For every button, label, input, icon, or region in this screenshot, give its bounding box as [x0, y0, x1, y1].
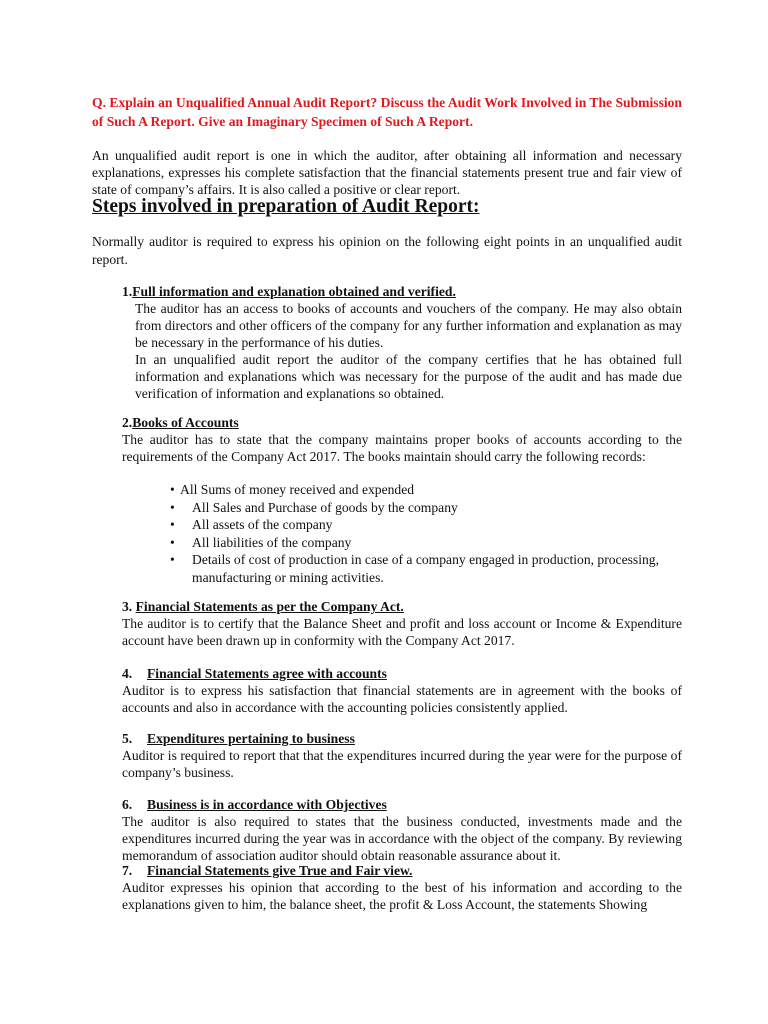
point-2-title-row	[122, 414, 682, 431]
bullet-icon: •	[170, 499, 175, 515]
question-heading: Q. Explain an Unqualified Annual Audit Report? Discuss the Audit Work Involved in The Submission of Such A Report. Give an Imaginary Specimen of Such A Report.	[92, 95, 682, 129]
list-item: • Details of cost of production in case of a company engaged in production, processing, manufacturing or mining activities.	[170, 552, 659, 585]
point-2-title: Books of Accounts	[132, 415, 239, 430]
point-4-body: Auditor is to express his satisfaction that financial statements are in agreement with the books of accounts and also in accordance with the accounting policies consistently applied.	[122, 683, 682, 715]
point-6-title-row	[122, 796, 682, 813]
point-1-number: 1.	[122, 284, 133, 299]
point-3-title: Financial Statements as per the Company Act.	[135, 599, 404, 614]
point-3-title-row	[122, 598, 682, 615]
point-1	[122, 283, 682, 402]
point-4	[122, 665, 682, 716]
point-2-number: 2.	[122, 415, 133, 430]
bullet-icon: •	[170, 534, 175, 550]
point-3	[122, 598, 682, 649]
list-item: • All liabilities of the company	[170, 534, 352, 550]
point-1-title-row	[122, 283, 682, 300]
lead-paragraph: Normally auditor is required to express his opinion on the following eight points in an unqualified audit report.	[92, 234, 682, 267]
list-item: • All Sums of money received and expended	[170, 482, 415, 497]
bullet-icon: •	[170, 517, 175, 532]
point-5	[122, 730, 682, 781]
bullet-icon: •	[170, 552, 175, 567]
point-7	[122, 862, 682, 913]
point-4-title: Financial Statements agree with accounts	[147, 666, 387, 681]
intro-paragraph: An unqualified audit report is one in which the auditor, after obtaining all information and necessary explanations, expresses his complete satisfaction that the financial statements present true and fair view of state of company’s affairs. It is also called a positive or clear report.	[92, 148, 682, 197]
point-5-number: 5.	[122, 731, 133, 746]
records-list	[166, 481, 682, 586]
point-5-title-row	[122, 730, 682, 747]
point-1-body-2: In an unqualified audit report the auditor of the company certifies that he has obtained full information and explanations which was necessary for the purpose of the audit and has made due verification of information and explanations so obtained.	[135, 352, 682, 401]
list-item: • All assets of the company	[170, 517, 333, 532]
point-1-title: Full information and explanation obtained and verified.	[132, 284, 456, 299]
point-3-number: 3.	[122, 599, 133, 614]
point-6	[122, 796, 682, 864]
point-7-number: 7.	[122, 863, 133, 878]
point-6-title: Business is in accordance with Objectives	[147, 797, 387, 812]
point-5-body: Auditor is required to report that that the expenditures incurred during the year were for the purpose of company’s business.	[122, 748, 682, 780]
point-2	[122, 414, 682, 465]
point-1-body: The auditor has an access to books of accounts and vouchers of the company. He may also obtain from directors and other officers of the company for any further information and explanation as may be necessary in the performance of his duties.	[135, 301, 682, 350]
point-7-title-row	[122, 862, 682, 879]
point-7-title: Financial Statements give True and Fair view.	[147, 863, 413, 878]
point-3-body: The auditor is to certify that the Balance Sheet and profit and loss account or Income & Expenditure account have been drawn up in conformity with the Company Act 2017.	[122, 616, 682, 648]
point-6-number: 6.	[122, 797, 133, 812]
point-6-body: The auditor is also required to states that the business conducted, investments made and the expenditures incurred during the year was in accordance with the object of the company. By reviewing memorandum of association auditor should obtain reasonable assurance about it.	[122, 814, 682, 863]
section-heading: Steps involved in preparation of Audit Report:	[92, 196, 480, 217]
list-item: • All Sales and Purchase of goods by the company	[170, 499, 458, 515]
point-5-title: Expenditures pertaining to business	[147, 731, 355, 746]
point-4-number: 4.	[122, 666, 133, 681]
point-7-body: Auditor expresses his opinion that according to the best of his information and according to the explanations given to him, the balance sheet, the profit & Loss Account, the statements Showing	[122, 880, 682, 912]
bullet-icon: •	[170, 482, 175, 497]
point-4-title-row	[122, 665, 682, 682]
point-2-body: The auditor has to state that the company maintains proper books of accounts according to the requirements of the Company Act 2017. The books maintain should carry the following records:	[122, 432, 682, 464]
